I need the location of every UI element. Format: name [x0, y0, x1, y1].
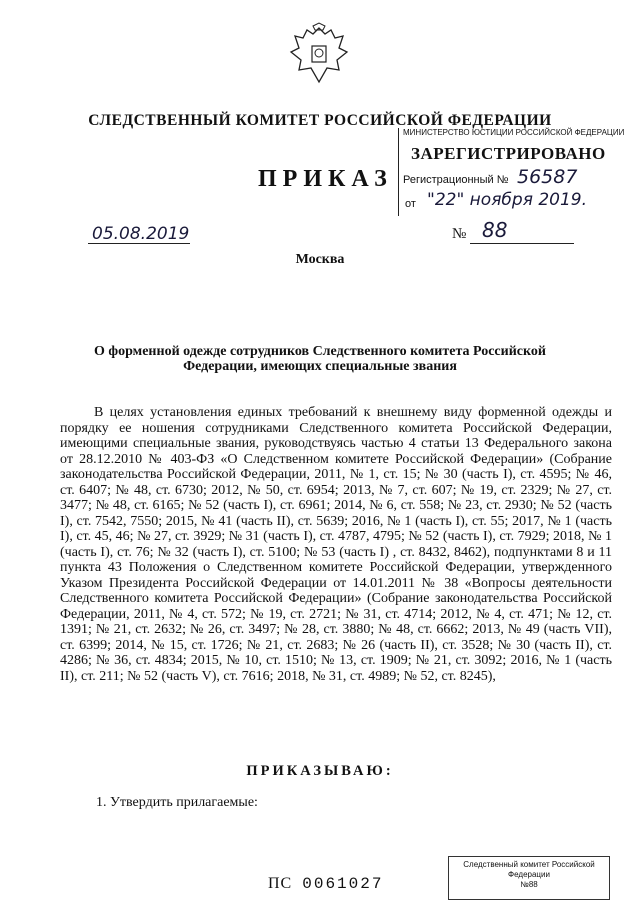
stamp-line-1: Следственный комитет Российской	[463, 860, 595, 869]
stamp-line-3: №88	[520, 880, 538, 889]
stamp-line-2: Федерации	[508, 870, 550, 879]
city: Москва	[295, 252, 345, 267]
item-1: 1. Утвердить прилагаемые:	[96, 795, 258, 810]
number-underline	[470, 243, 574, 244]
coat-of-arms-icon	[285, 22, 353, 90]
stamp-ministry: МИНИСТЕРСТВО ЮСТИЦИИ РОССИЙСКОЙ ФЕДЕРАЦИИ	[403, 128, 625, 137]
stamp-reg-number: 56587	[517, 166, 578, 188]
stamp-date: "22" ноября 2019.	[427, 190, 587, 210]
document-type: ПРИКАЗ	[258, 166, 393, 192]
registration-stamp	[398, 128, 625, 216]
preamble-text: В целях установления единых требований к внешнему виду форменной одежды и порядку ее ношения сотрудниками Следственного комитета Российской Федерации, имеющими специальные звания, руководствуясь частью 4 статьи 13 Федерального закона от 28.12.2010 № 403-ФЗ «О Следственном комитете Российской Федерации» (Собрание законодательства Российской Федерации, 2011, № 1, ст. 15; № 30 (часть I), ст. 4595; № 46, ст. 6407; № 48, ст. 6730; 2012, № 50, ст. 6954; 2013, № 7, ст. 607; № 19, ст. 2329; № 27, ст. 3477; № 48, ст. 6165; № 52 (часть I), ст. 6961; 2014, № 6, ст. 558; № 23, ст. 2930; № 52 (часть I), ст. 7542, 7550; 2015, № 41 (часть II), ст. 5639; 2016, № 1 (часть I), ст. 55; 2017, № 1 (часть I), ст. 45, 46; № 27, ст. 3929; № 31 (часть I), ст. 4787, 4795; № 52 (часть I), ст. 7929; 2018, № 1 (часть I), ст. 76; № 32 (часть I), ст. 5100; № 53 (часть I) , ст. 8432, 8462), подпунктами 8 и 11 пункта 43 Положения о Следственном комитете Российской Федерации, утвержденного Указом Президента Российской Федерации от 14.01.2011 № 38 «Вопросы деятельности Следственного комитета Российской Федерации» (Собрание законодательства Российской Федерации, 2011, № 4, ст. 572; № 19, ст. 2721; № 31, ст. 4714; 2012, № 4, ст. 471; № 12, ст. 1391; № 21, ст. 2632; № 26, ст. 3497; № 28, ст. 3880; № 48, ст. 6662; 2013, № 49 (часть VII), ст. 6399; 2014, № 15, ст. 1726; № 21, ст. 2683; № 26 (часть II), ст. 3528; № 30 (часть II), ст. 4286; № 36, ст. 4834; 2015, № 10, ст. 1510; № 13, ст. 1909; № 21, ст. 3092; 2016, № 1 (часть II), ст. 211; № 52 (часть V), ст. 7616; 2018, № 31, ст. 4989; № 52, ст. 8245),	[60, 405, 612, 684]
stamp-date-prefix: от	[405, 198, 416, 210]
serial-digits: 0061027	[302, 875, 384, 893]
order-number: 88	[482, 218, 508, 242]
date-underline	[88, 243, 190, 244]
order-number-label: №	[452, 226, 467, 242]
document-stamp	[448, 856, 610, 900]
serial-prefix: ПС	[268, 875, 293, 892]
command-heading: ПРИКАЗЫВАЮ:	[246, 763, 394, 779]
organization-name: СЛЕДСТВЕННЫЙ КОМИТЕТ РОССИЙСКОЙ ФЕДЕРАЦИИ	[88, 112, 552, 129]
stamp-registered: ЗАРЕГИСТРИРОВАНО	[411, 144, 606, 163]
order-date: 05.08.2019	[92, 224, 190, 244]
stamp-reg-number-label: Регистрационный №	[403, 174, 509, 186]
serial-number	[268, 875, 383, 893]
order-subject: О форменной одежде сотрудников Следственного комитета Российской Федерации, имеющих специальные звания	[94, 344, 546, 374]
